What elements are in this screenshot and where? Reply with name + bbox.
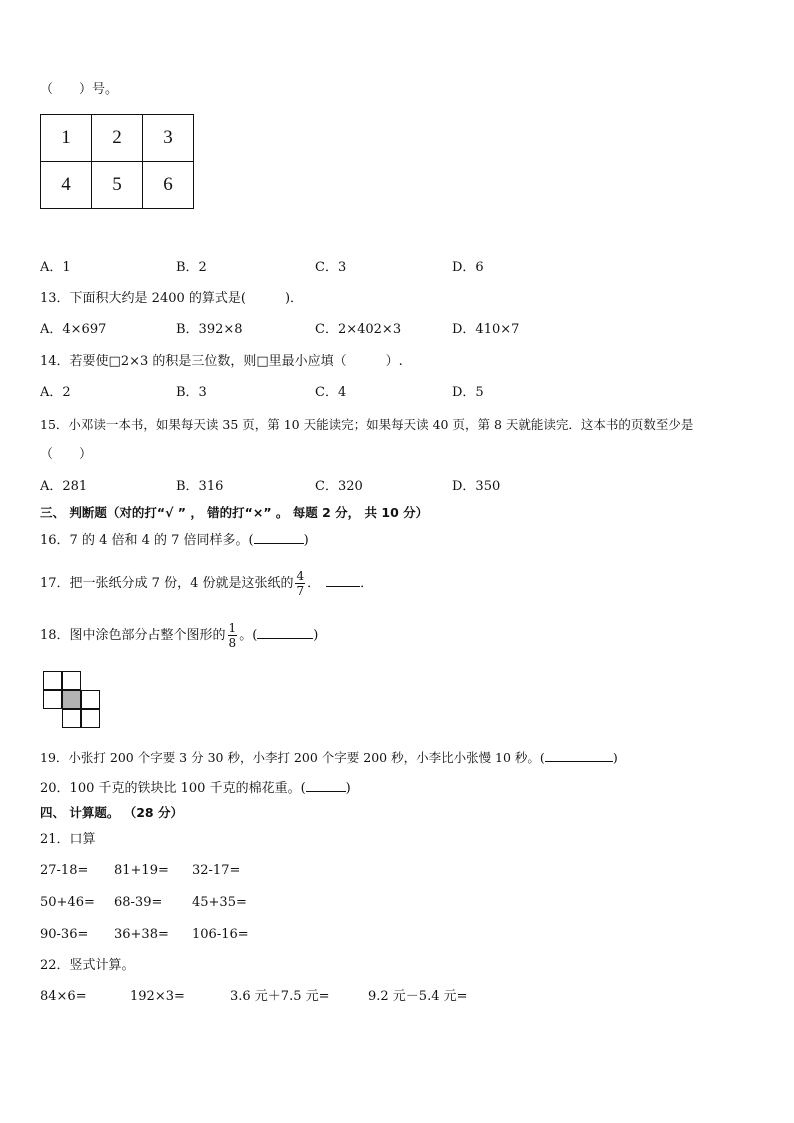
grid-cell: 5 — [92, 162, 143, 209]
question-17 — [40, 566, 373, 602]
option-d: D．5 — [452, 385, 484, 400]
option-a: A．4×697 — [40, 322, 107, 337]
figure-cell — [81, 709, 100, 728]
option-a: A．2 — [40, 385, 71, 400]
figure-cell — [43, 671, 62, 690]
option-c: C．3 — [315, 260, 347, 275]
figure-cell — [62, 671, 81, 690]
answer-blank[interactable] — [257, 626, 313, 639]
question-16-text: 16．7 的 4 倍和 4 的 7 倍同样多。( — [40, 533, 254, 548]
option-b: B．392×8 — [176, 322, 243, 337]
option-c: C．2×402×3 — [315, 322, 402, 337]
answer-blank[interactable] — [254, 531, 304, 544]
mental-math-item: 50+46= — [40, 895, 95, 910]
question-15: 15．小邓读一本书，如果每天读 35 页，第 10 天能读完；如果每天读 40 页，第 8 天就能读完．这本书的页数至少是 — [40, 417, 694, 432]
question-20-text: 20．100 千克的铁块比 100 千克的棉花重。( — [40, 781, 306, 796]
grid-cell: 4 — [41, 162, 92, 209]
shaded-grid-figure — [43, 671, 103, 731]
option-a: A．1 — [40, 260, 71, 275]
paren-close: ) — [345, 781, 351, 796]
mental-math-item: 90-36= — [40, 927, 89, 942]
question-13: 13．下面积大约是 2400 的算式是( )． — [40, 291, 304, 306]
figure-cell-shaded — [62, 690, 81, 709]
option-b: B．316 — [176, 479, 224, 494]
answer-blank[interactable] — [326, 574, 360, 587]
punct: ． — [307, 576, 321, 591]
question-20 — [40, 779, 351, 797]
mental-math-item: 27-18= — [40, 863, 89, 878]
vertical-calc-item: 192×3= — [130, 989, 185, 1004]
question-15-answer-slot: （ ） — [40, 447, 93, 462]
paren-close: ) — [313, 628, 319, 643]
question-14: 14．若要使□2×3 的积是三位数，则□里最小应填（ ）. — [40, 354, 403, 369]
fraction-4-7 — [295, 569, 305, 598]
option-d: D．6 — [452, 260, 484, 275]
question-16 — [40, 531, 309, 549]
section-4-title: 四、 计算题。 （28 分） — [40, 805, 183, 820]
option-a: A．281 — [40, 479, 88, 494]
mental-math-item: 106-16= — [192, 927, 249, 942]
grid-cell: 2 — [92, 115, 143, 162]
fraction-1-8 — [228, 621, 238, 650]
punct: 。( — [239, 628, 258, 643]
number-grid — [40, 114, 194, 209]
punct: ． — [360, 576, 374, 591]
paren-close: ) — [303, 533, 309, 548]
mental-math-item: 32-17= — [192, 863, 241, 878]
question-19-text: 19．小张打 200 个字要 3 分 30 秒，小李打 200 个字要 200 秒，小李比小张慢 10 秒。( — [40, 750, 545, 765]
vertical-calc-item: 9.2 元－5.4 元= — [368, 989, 468, 1004]
grid-cell: 1 — [41, 115, 92, 162]
option-b: B．2 — [176, 260, 207, 275]
figure-cell — [62, 709, 81, 728]
grid-cell: 6 — [143, 162, 194, 209]
mental-math-item: 45+35= — [192, 895, 247, 910]
fraction-numerator: 1 — [228, 621, 237, 635]
q12-continuation: （ ）号。 — [40, 82, 119, 97]
fraction-numerator: 4 — [296, 569, 305, 583]
mental-math-item: 36+38= — [114, 927, 169, 942]
question-17-text: 17．把一张纸分成 7 份，4 份就是这张纸的 — [40, 576, 294, 591]
question-22-title: 22．竖式计算。 — [40, 958, 135, 973]
question-18 — [40, 618, 318, 654]
option-c: C．320 — [315, 479, 363, 494]
answer-blank[interactable] — [545, 749, 613, 762]
option-c: C．4 — [315, 385, 347, 400]
section-3-title: 三、 判断题（对的打“√ ” ， 错的打“×” 。 每题 2 分， 共 10 分） — [40, 505, 429, 520]
vertical-calc-item: 3.6 元＋7.5 元= — [230, 989, 330, 1004]
option-d: D．350 — [452, 479, 501, 494]
fraction-denominator: 7 — [296, 584, 305, 598]
question-18-text: 18．图中涂色部分占整个图形的 — [40, 628, 226, 643]
figure-cell — [43, 690, 62, 709]
answer-blank[interactable] — [306, 779, 346, 792]
mental-math-item: 68-39= — [114, 895, 163, 910]
question-21-title: 21．口算 — [40, 832, 96, 847]
option-d: D．410×7 — [452, 322, 520, 337]
vertical-calc-item: 84×6= — [40, 989, 87, 1004]
figure-cell — [81, 690, 100, 709]
grid-cell: 3 — [143, 115, 194, 162]
mental-math-item: 81+19= — [114, 863, 169, 878]
option-b: B．3 — [176, 385, 207, 400]
paren-close: ) — [612, 750, 618, 765]
question-19 — [40, 749, 618, 766]
fraction-denominator: 8 — [228, 636, 237, 650]
